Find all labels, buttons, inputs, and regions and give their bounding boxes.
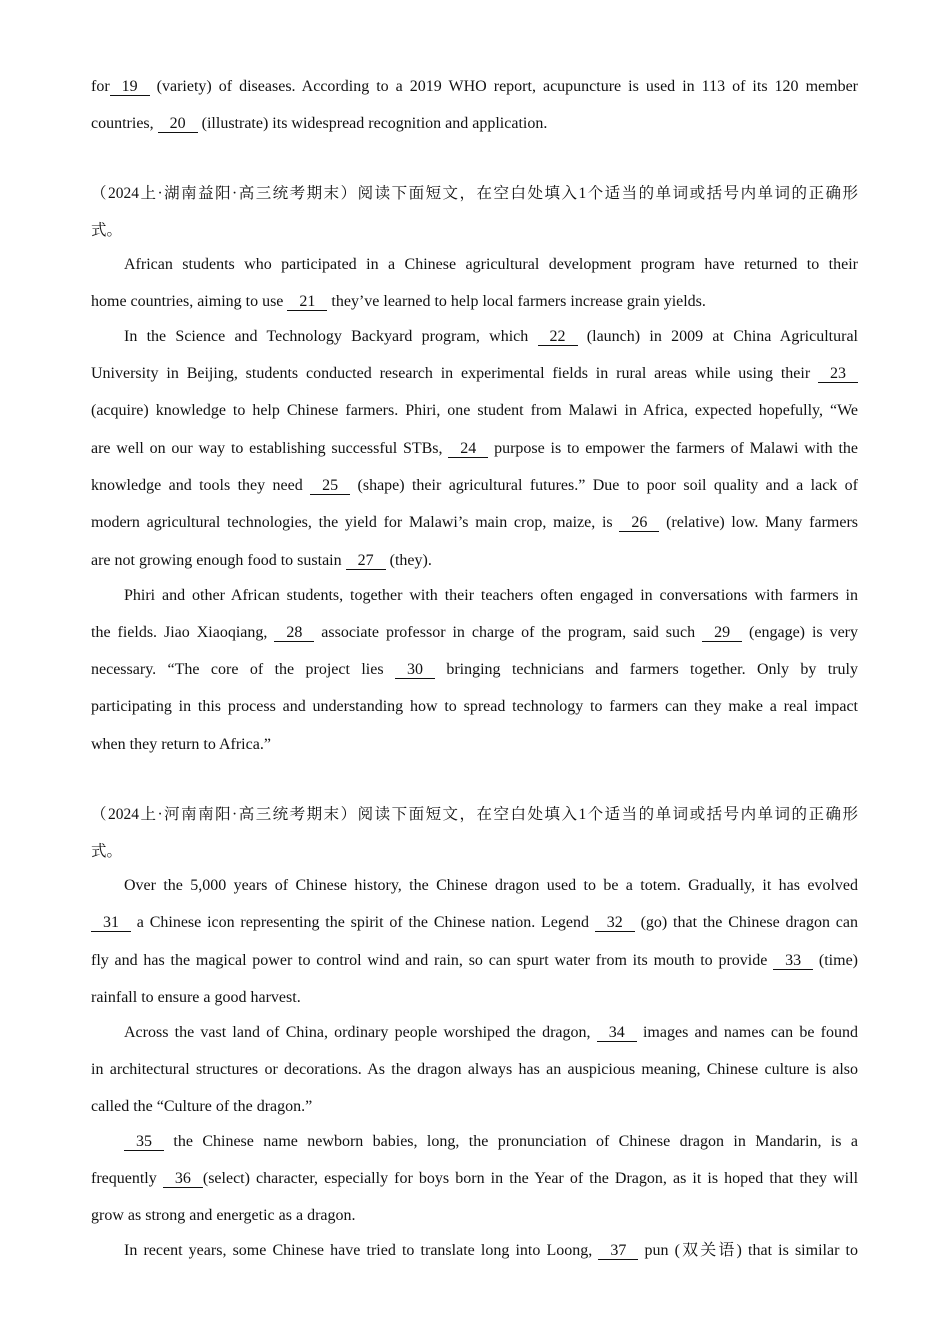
text-segment: fly and has the magical power to control wind and rain, so can spurt water from its mouth to provide xyxy=(91,952,774,969)
text-segment: are well on our way to establishing successful STBs, xyxy=(91,440,449,457)
text-segment: （2024上·河南南阳·高三统考期末）阅读下面短文，在空白处填入1个适当的单词或括号内单词的正确形 xyxy=(91,806,858,823)
text-line xyxy=(91,291,858,313)
text-segment: African students who participated in a Chinese agricultural development program have returned to their xyxy=(124,256,858,273)
answer-blank: 20 xyxy=(158,115,198,133)
answer-blank: 37 xyxy=(598,1242,638,1260)
text-segment: grow as strong and energetic as a dragon. xyxy=(91,1207,356,1224)
answer-blank: 24 xyxy=(448,440,488,458)
answer-blank: 28 xyxy=(274,624,314,642)
text-line xyxy=(91,512,858,534)
text-line xyxy=(91,475,858,497)
text-segment: knowledge and tools they need xyxy=(91,477,311,494)
text-segment: In the Science and Technology Backyard program, which xyxy=(124,328,538,345)
section-instruction-line xyxy=(91,841,858,863)
text-line xyxy=(91,76,858,98)
text-segment: bringing technicians and farmers together. Only by truly xyxy=(434,661,859,678)
text-line xyxy=(91,622,858,644)
text-segment: (variety) of diseases. According to a 2019 WHO report, acupuncture is used in 113 of its 120 member xyxy=(149,78,858,95)
text-segment: (they). xyxy=(385,552,432,569)
text-segment: when they return to Africa.” xyxy=(91,736,271,753)
answer-blank: 32 xyxy=(595,914,635,932)
text-segment: necessary. “The core of the project lies xyxy=(91,661,395,678)
answer-blank: 29 xyxy=(702,624,742,642)
answer-blank: 34 xyxy=(597,1024,637,1042)
text-line xyxy=(91,400,858,422)
text-segment: (time) xyxy=(813,952,858,969)
text-segment: modern agricultural technologies, the yield for Malawi’s main crop, maize, is xyxy=(91,514,620,531)
text-segment: associate professor in charge of the program, said such xyxy=(314,624,703,641)
text-line xyxy=(91,1168,858,1190)
answer-blank: 26 xyxy=(619,514,659,532)
text-segment: in architectural structures or decorations. As the dragon always has an auspicious meaning, Chinese culture is also xyxy=(91,1061,858,1078)
text-segment: images and names can be found xyxy=(636,1024,858,1041)
text-segment: 式。 xyxy=(91,222,123,239)
text-segment: Over the 5,000 years of Chinese history, the Chinese dragon used to be a totem. Gradually, it has evolved xyxy=(124,877,858,894)
answer-blank: 27 xyxy=(346,552,386,570)
text-segment: purpose is to empower the farmers of Malawi with the xyxy=(488,440,858,457)
section-instruction-line xyxy=(91,183,858,205)
text-segment: (relative) low. Many farmers xyxy=(659,514,859,531)
text-segment: Phiri and other African students, together with their teachers often engaged in conversations with farmers in xyxy=(124,587,858,604)
text-segment: pun (双关语) that is similar to xyxy=(638,1242,858,1259)
answer-blank: 19 xyxy=(110,78,150,96)
text-line xyxy=(124,1240,858,1262)
text-line xyxy=(91,1096,858,1118)
text-segment: frequently xyxy=(91,1170,163,1187)
answer-blank: 33 xyxy=(773,952,813,970)
text-line xyxy=(91,987,858,1009)
answer-blank: 35 xyxy=(124,1133,164,1151)
text-segment: they’ve learned to help local farmers increase grain yields. xyxy=(327,293,706,310)
text-line xyxy=(91,1059,858,1081)
text-segment: the fields. Jiao Xiaoqiang, xyxy=(91,624,275,641)
answer-blank: 30 xyxy=(395,661,435,679)
text-segment: the Chinese name newborn babies, long, the pronunciation of Chinese dragon in Mandarin, is a xyxy=(164,1133,858,1150)
text-segment: (select) character, especially for boys born in the Year of the Dragon, as it is hoped that they will xyxy=(202,1170,859,1187)
text-segment: （2024上·湖南益阳·高三统考期末）阅读下面短文，在空白处填入1个适当的单词或括号内单词的正确形 xyxy=(91,185,858,202)
text-line xyxy=(91,696,858,718)
text-segment: (illustrate) its widespread recognition and application. xyxy=(197,115,548,132)
text-line xyxy=(91,438,858,460)
text-segment: rainfall to ensure a good harvest. xyxy=(91,989,301,1006)
text-segment: home countries, aiming to use xyxy=(91,293,288,310)
text-segment: (launch) in 2009 at China Agricultural xyxy=(577,328,858,345)
text-line xyxy=(91,550,858,572)
text-segment: participating in this process and understanding how to spread technology to farmers can they make a real impact xyxy=(91,698,858,715)
text-line xyxy=(91,734,858,756)
text-segment: for xyxy=(91,78,110,95)
text-line xyxy=(91,363,858,385)
answer-blank: 25 xyxy=(310,477,350,495)
text-line xyxy=(124,585,858,607)
text-line xyxy=(91,1205,858,1227)
text-segment: (go) that the Chinese dragon can xyxy=(634,914,858,931)
text-segment: are not growing enough food to sustain xyxy=(91,552,346,569)
answer-blank: 21 xyxy=(287,293,327,311)
answer-blank: 23 xyxy=(818,365,858,383)
answer-blank: 36 xyxy=(163,1170,203,1188)
text-segment: 式。 xyxy=(91,843,123,860)
text-line xyxy=(91,912,858,934)
text-segment: University in Beijing, students conducted research in experimental fields in rural areas while using their xyxy=(91,365,818,382)
text-line xyxy=(124,1022,858,1044)
text-segment: a Chinese icon representing the spirit of the Chinese nation. Legend xyxy=(131,914,595,931)
text-segment: In recent years, some Chinese have tried to translate long into Loong, xyxy=(124,1242,599,1259)
answer-blank: 22 xyxy=(538,328,578,346)
text-segment: countries, xyxy=(91,115,158,132)
text-line xyxy=(91,113,858,135)
text-segment: (shape) their agricultural futures.” Due to poor soil quality and a lack of xyxy=(350,477,859,494)
text-segment: called the “Culture of the dragon.” xyxy=(91,1098,313,1115)
text-line xyxy=(124,875,858,897)
section-instruction-line xyxy=(91,804,858,826)
text-segment: Across the vast land of China, ordinary people worshiped the dragon, xyxy=(124,1024,597,1041)
text-line xyxy=(91,950,858,972)
text-line xyxy=(124,326,858,348)
answer-blank: 31 xyxy=(91,914,131,932)
section-instruction-line xyxy=(91,220,858,242)
text-line xyxy=(124,1131,858,1153)
text-segment: (acquire) knowledge to help Chinese farmers. Phiri, one student from Malawi in Africa, expected hopefully, “We xyxy=(91,402,858,419)
text-line xyxy=(124,254,858,276)
text-line xyxy=(91,659,858,681)
text-segment: (engage) is very xyxy=(742,624,859,641)
